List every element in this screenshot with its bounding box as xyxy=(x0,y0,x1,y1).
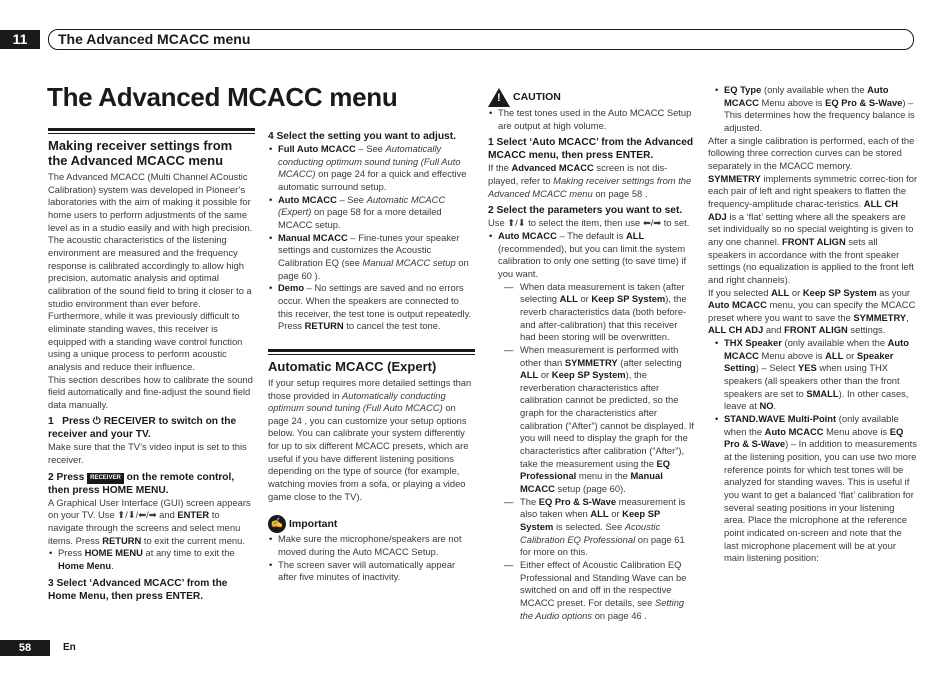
step-2: 2 Press RECEIVER on the remote control, then press HOME MENU. xyxy=(48,471,235,496)
chapter-title: The Advanced MCACC menu xyxy=(58,31,251,47)
important-item: • Make sure the microphone/speakers are not moved during the Auto MCACC Setup. xyxy=(268,533,475,558)
step-2: 2 Select the parameters you want to set. xyxy=(488,205,683,217)
note-item: — When data measurement is taken (after selecting ALL or Keep SP System), the reverb characteristics data (both before- and after-calibration) that this receiver had been storing will be overwritten. xyxy=(504,281,695,344)
step-2-body: A Graphical User Interface (GUI) screen appears on your TV. Use ⬆/⬇/⬅/➡ and ENTER to navigate through the screens and select menu items. Press RETURN to exit the current menu. xyxy=(48,496,251,546)
important-item: • The screen saver will automatically appear after five minutes of inactivity. xyxy=(268,559,475,584)
caution-heading: ! CAUTION xyxy=(488,88,695,107)
receiver-key-icon: RECEIVER xyxy=(87,473,124,484)
intro-paragraph-2: This section describes how to calibrate the sound field automatically and fine-adjust the sound field data manually. xyxy=(48,373,253,410)
step-2-body: Use ⬆/⬇ to select the item, then use ⬅/➡ to set. xyxy=(488,217,690,229)
language-label: En xyxy=(63,642,76,653)
chapter-number-tab: 11 xyxy=(0,30,40,49)
warning-icon: ! xyxy=(488,88,510,107)
thx-speaker-item: • THX Speaker (only available when the Auto MCACC Menu above is ALL or Speaker Setting) – Select YES when using THX speakers (all speakers other than the front speakers are set to SMALL). In other cases, leave at NO. xyxy=(714,337,918,413)
option-manual: • Manual MCACC – Fine-tunes your speaker settings and customizes the Acoustic Calibration EQ (see Manual MCACC setup on page 60 ). xyxy=(268,232,475,283)
option-auto: • Auto MCACC – See Automatic MCACC (Expert) on page 58 for a more detailed MCACC setup. xyxy=(268,194,475,232)
page-title: The Advanced MCACC menu xyxy=(47,82,398,112)
column-1 xyxy=(48,128,255,603)
page-number: 58 xyxy=(0,640,50,656)
calibration-paragraph: After a single calibration is performed, each of the following three correction curves can be stored separately in the MCACC memory. xyxy=(708,134,915,171)
step-4: 4 Select the setting you want to adjust. xyxy=(268,131,456,142)
step-1-body: Make sure that the TV’s video input is set to this receiver. xyxy=(48,441,247,466)
auto-mcacc-item: • Auto MCACC – The default is ALL (recommended), but you can limit the system calibration to only one setting (to save time) if you want. xyxy=(488,230,695,281)
step-1: 1 Select ‘Auto MCACC’ from the Advanced MCACC menu, then press ENTER. xyxy=(488,137,694,162)
step-2-bullet: • Press HOME MENU at any time to exit the Home Menu. xyxy=(48,547,255,572)
step-3: 3 Select ‘Advanced MCACC’ from the Home Menu, then press ENTER. xyxy=(48,577,228,602)
section-heading-2: Automatic MCACC (Expert) xyxy=(268,358,437,374)
column-4 xyxy=(708,84,918,565)
eq-type-item: • EQ Type (only available when the Auto MCACC Menu above is EQ Pro & S-Wave) – This determines how the frequency balance is adjusted. xyxy=(714,84,918,135)
important-icon: ✍ xyxy=(268,515,286,533)
important-heading: ✍ Important xyxy=(268,515,475,533)
column-2 xyxy=(268,130,475,584)
stand-wave-item: • STAND.WAVE Multi-Point (only available when the Auto MCACC Menu above is EQ Pro & S-Wave) – In addition to measurements at the listening position, you can use two more reference points for which test tones will be analyzed for standing waves. This is useful if you want to get a balanced ‘flat’ calibration for several seating positions in your listening area. Place the microphone at the reference point indicated on-screen and note that the last microphone placement will be at your main listening position: xyxy=(714,413,918,565)
note-item: — When measurement is performed with other than SYMMETRY (after selecting ALL or Keep SP System), the reverberation characteristics after calibration cannot be predicted, so the graph for the characteristics after calibration (“After”) cannot be displayed. If you will need to display the graph for the characteristics after calibration (“After”), take the measurement using the EQ Professional menu in the Manual MCACC setup (page 60). xyxy=(504,344,695,496)
caution-item: • The test tones used in the Auto MCACC Setup are output at high volume. xyxy=(488,107,695,132)
column-3 xyxy=(488,88,695,622)
step-1-body: If the Advanced MCACC screen is not dis-played, refer to Making receiver settings from the Advanced MCACC menu on page 58 . xyxy=(488,162,692,199)
power-icon: ⏻ xyxy=(92,416,101,428)
preset-paragraph: If you selected ALL or Keep SP System as your Auto MCACC menu, you can specify the MCACC preset where you want to save the SYMMETRY, ALL CH ADJ and FRONT ALIGN settings. xyxy=(708,286,916,336)
option-full-auto: • Full Auto MCACC – See Automatically conducting optimum sound tuning (Full Auto MCACC) on page 24 for a quick and effective automatic surround setup. xyxy=(268,143,475,194)
step-1: 1 Press ⏻ RECEIVER to switch on the receiver and your TV. xyxy=(48,416,237,441)
section-heading: Making receiver settings from the Advanced MCACC menu xyxy=(48,138,233,168)
note-item: — The EQ Pro & S-Wave measurement is also taken when ALL or Keep SP System is selected. See Acoustic Calibration EQ Professional on page 61 for more on this. xyxy=(504,496,695,559)
section-rule xyxy=(48,128,255,134)
option-demo: • Demo – No settings are saved and no errors occur. When the speakers are connected to this receiver, the test tone is output repeatedly. Press RETURN to cancel the test tone. xyxy=(268,282,475,333)
expert-paragraph: If your setup requires more detailed settings than those provided in Automatically conducting optimum sound tuning (Full Auto MCACC) on page 24 , you can customize your setup options below. You can calibrate your system differently for up to six different MCACC presets, which are useful if you have different listening positions depending on the type of source (for example, watching movies from a sofa, or playing a video game close to the TV). xyxy=(268,376,472,502)
section-rule-2 xyxy=(268,349,475,355)
intro-paragraph: The Advanced MCACC (Multi Channel ACoustic Calibration) system was developed in Pioneer’s laboratories with the aim of making it possible for home users to perform adjustments of the same level as in a studio easily and with high precision. The acoustic characteristics of the listening environment are measured and the frequency response is calibrated accordingly to allow high precision, automatic analysis and optimal calibration of the sound field to bring it closer to a studio environment than ever before. Furthermore, while it was previously difficult to eliminate standing waves, this receiver is equipped with a standing wave control function using a unique process to perform acoustic analysis and reduce their influence. xyxy=(48,171,253,372)
note-item: — Either effect of Acoustic Calibration EQ Professional and Standing Wave can be switched on and off in the respective MCACC preset. For details, see Setting the Audio options on page 46 . xyxy=(504,559,695,622)
symmetry-paragraph: SYMMETRY implements symmetric correc-tion for each pair of left and right speakers to flatten the frequency-amplitude charac-teristics. ALL CH ADJ is a ‘flat’ setting where all the speakers are set individually so no special weighting is given to any one channel. FRONT ALIGN sets all speakers in accordance with the front speaker settings (no equalization is applied to the front left and right channels). xyxy=(708,172,918,285)
